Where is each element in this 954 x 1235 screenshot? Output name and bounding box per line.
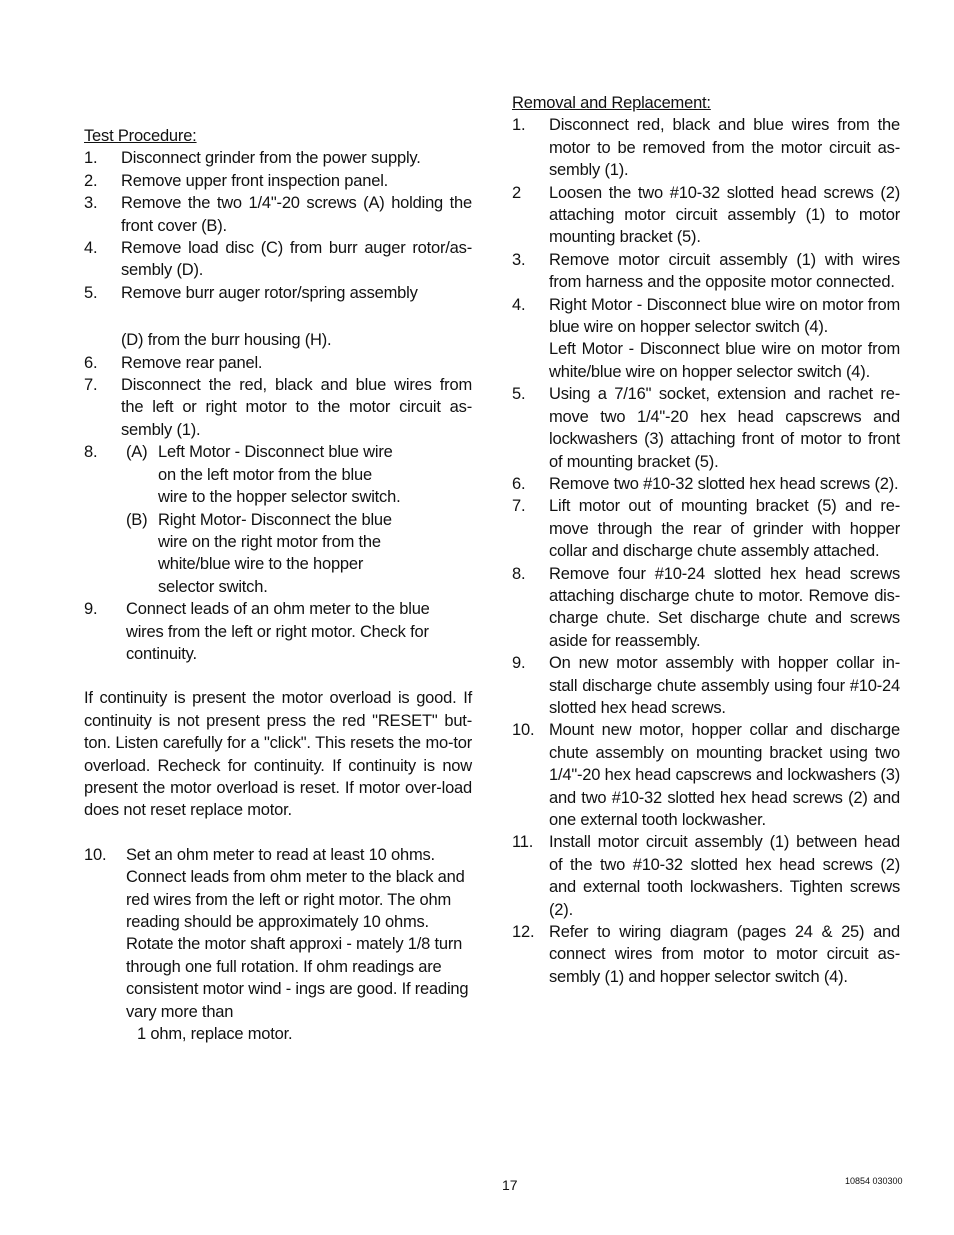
step-number: 10. <box>84 845 107 864</box>
list-item <box>84 374 472 441</box>
step-number: 2. <box>84 171 98 190</box>
list-item <box>512 921 900 988</box>
spacer <box>84 304 472 329</box>
step-number: 8. <box>84 443 98 462</box>
continuity-paragraph: If continuity is present the motor overload is good. If continuity is not present press the red "RESET" but-ton. Listen carefully for a "click". This resets the mo-tor overload. Recheck for continuity. If continuity is now present the motor overload is reset. If motor over-load does not reset replace motor. <box>84 689 472 820</box>
step-number: 4. <box>84 239 98 258</box>
step-number: 6. <box>512 474 526 493</box>
step-text: Remove rear panel. <box>121 353 263 372</box>
step-text: Remove two #10-32 slotted hex head screws (2). <box>549 474 899 493</box>
step-text: Remove motor circuit assembly (1) with wires from harness and the opposite motor connected. <box>549 250 900 292</box>
step-text: Remove burr auger rotor/spring assembly <box>121 283 418 302</box>
step-number: 7. <box>84 376 98 395</box>
step-number: 8. <box>512 564 526 583</box>
step-continuation: (D) from the burr housing (H). <box>121 331 332 350</box>
step-number: 1. <box>84 149 98 168</box>
step-text: Refer to wiring diagram (pages 24 & 25) and connect wires from motor to motor circuit as-sembly (1) and hopper selector switch (4). <box>549 923 900 986</box>
list-item <box>512 563 900 653</box>
step-text: Disconnect grinder from the power supply. <box>121 149 421 168</box>
step-text: Connect leads of an ohm meter to the blue wires from the left or right motor. Check for continuity. <box>126 600 430 663</box>
list-item <box>512 294 900 339</box>
step-number: 7. <box>512 497 526 516</box>
step-text: Loosen the two #10-32 slotted head screws (2) attaching motor circuit assembly (1) to motor mounting bracket (5). <box>549 183 900 247</box>
step-text: Remove the two 1/4"-20 screws (A) holding the front cover (B). <box>121 194 472 235</box>
list-item <box>84 147 472 169</box>
step-continuation: 1 ohm, replace motor. <box>137 1025 293 1044</box>
step-number: 5. <box>84 283 98 302</box>
step-number: 9. <box>84 600 98 619</box>
step-number: 3. <box>512 250 526 269</box>
test-procedure-section <box>84 125 472 1045</box>
sub-item <box>126 441 401 508</box>
list-item <box>512 719 900 831</box>
step-text: Disconnect red, black and blue wires from the motor to be removed from the motor circuit as-sembly (1). <box>549 116 900 180</box>
step-number: 1. <box>512 116 526 135</box>
list-item <box>84 170 472 192</box>
list-item <box>512 495 900 562</box>
list-item <box>512 114 900 181</box>
list-item <box>512 831 900 921</box>
step-text: Mount new motor, hopper collar and discharge chute assembly on mounting bracket using two 1/4"-20 hex head capscrews and lockwashers (3) and two #10-32 slotted hex head screws (2) and one external tooth lockwasher. <box>549 721 900 829</box>
step-number: 12. <box>512 923 535 942</box>
sub-text: Right Motor- Disconnect the blue wire on the right motor from the white/blue wire to the hopper selector switch. <box>158 510 392 596</box>
test-procedure-heading: Test Procedure: <box>84 127 197 145</box>
step-number: 10. <box>512 721 535 740</box>
list-item <box>84 598 444 665</box>
step-number: 5. <box>512 385 526 404</box>
spacer <box>84 822 472 844</box>
step-number: 3. <box>84 194 98 213</box>
sub-item <box>126 509 416 599</box>
step-text: Lift motor out of mounting bracket (5) and re-move through the rear of grinder with hopper collar and discharge chute assembly attached. <box>549 497 900 561</box>
step-text: Remove load disc (C) from burr auger rotor/as-sembly (D). <box>121 239 472 280</box>
step-text: Set an ohm meter to read at least 10 ohms. Connect leads from ohm meter to the black and red wires from the left or right motor. The ohm reading should be approximately 10 ohms. Rotate the motor shaft approxi - mately 1/8 turn through one full rotation. If ohm readings are consistent motor wind - ings are good. If reading vary more than <box>126 845 469 1021</box>
step-text: Remove four #10-24 slotted hex head screws attaching discharge chute to motor. Remove dis-charge chute. Set discharge chute and screws aside for reassembly. <box>549 564 900 650</box>
page-number: 17 <box>502 1177 518 1193</box>
document-code: 10854 030300 <box>845 1176 903 1186</box>
step-continuation: Left Motor - Disconnect blue wire on motor from white/blue wire on hopper selector switch (4). <box>549 340 900 381</box>
step-text: Install motor circuit assembly (1) between head of the two #10-32 slotted hex head screws (2) and external tooth lockwashers. Tighten screws (2). <box>549 833 900 919</box>
list-item <box>84 282 472 304</box>
step-text: On new motor assembly with hopper collar in-stall discharge chute assembly using four #10-24 slotted hex head screws. <box>549 654 900 717</box>
list-item <box>512 182 900 249</box>
step-number: 6. <box>84 353 98 372</box>
step-text: Remove upper front inspection panel. <box>121 171 389 190</box>
list-item <box>512 249 900 294</box>
sub-label: (A) <box>126 443 148 462</box>
sub-label: (B) <box>126 510 148 529</box>
list-item <box>512 383 900 473</box>
removal-replacement-section <box>512 92 900 988</box>
step-number: 2 <box>512 183 521 202</box>
list-item <box>84 192 472 237</box>
list-item <box>512 473 900 495</box>
step-text: Using a 7/16" socket, extension and rachet re-move two 1/4"-20 hex head capscrews and lockwashers (3) attaching front of motor to front of mounting bracket (5). <box>549 385 900 471</box>
list-item <box>84 237 472 282</box>
step-text: Right Motor - Disconnect blue wire on motor from blue wire on hopper selector switch (4). <box>549 295 900 337</box>
step-number: 9. <box>512 654 526 673</box>
list-item <box>84 352 472 374</box>
step-text: Disconnect the red, black and blue wires from the left or right motor to the motor circuit as-sembly (1). <box>121 376 472 439</box>
spacer <box>84 665 472 687</box>
list-item <box>84 441 472 598</box>
list-item <box>512 652 900 719</box>
list-item <box>84 844 472 1023</box>
step-number: 4. <box>512 295 526 314</box>
sub-text: Left Motor - Disconnect blue wire on the left motor from the blue wire to the hopper selector switch. <box>158 443 401 507</box>
removal-heading: Removal and Replacement: <box>512 94 711 112</box>
step-number: 11. <box>512 833 534 852</box>
